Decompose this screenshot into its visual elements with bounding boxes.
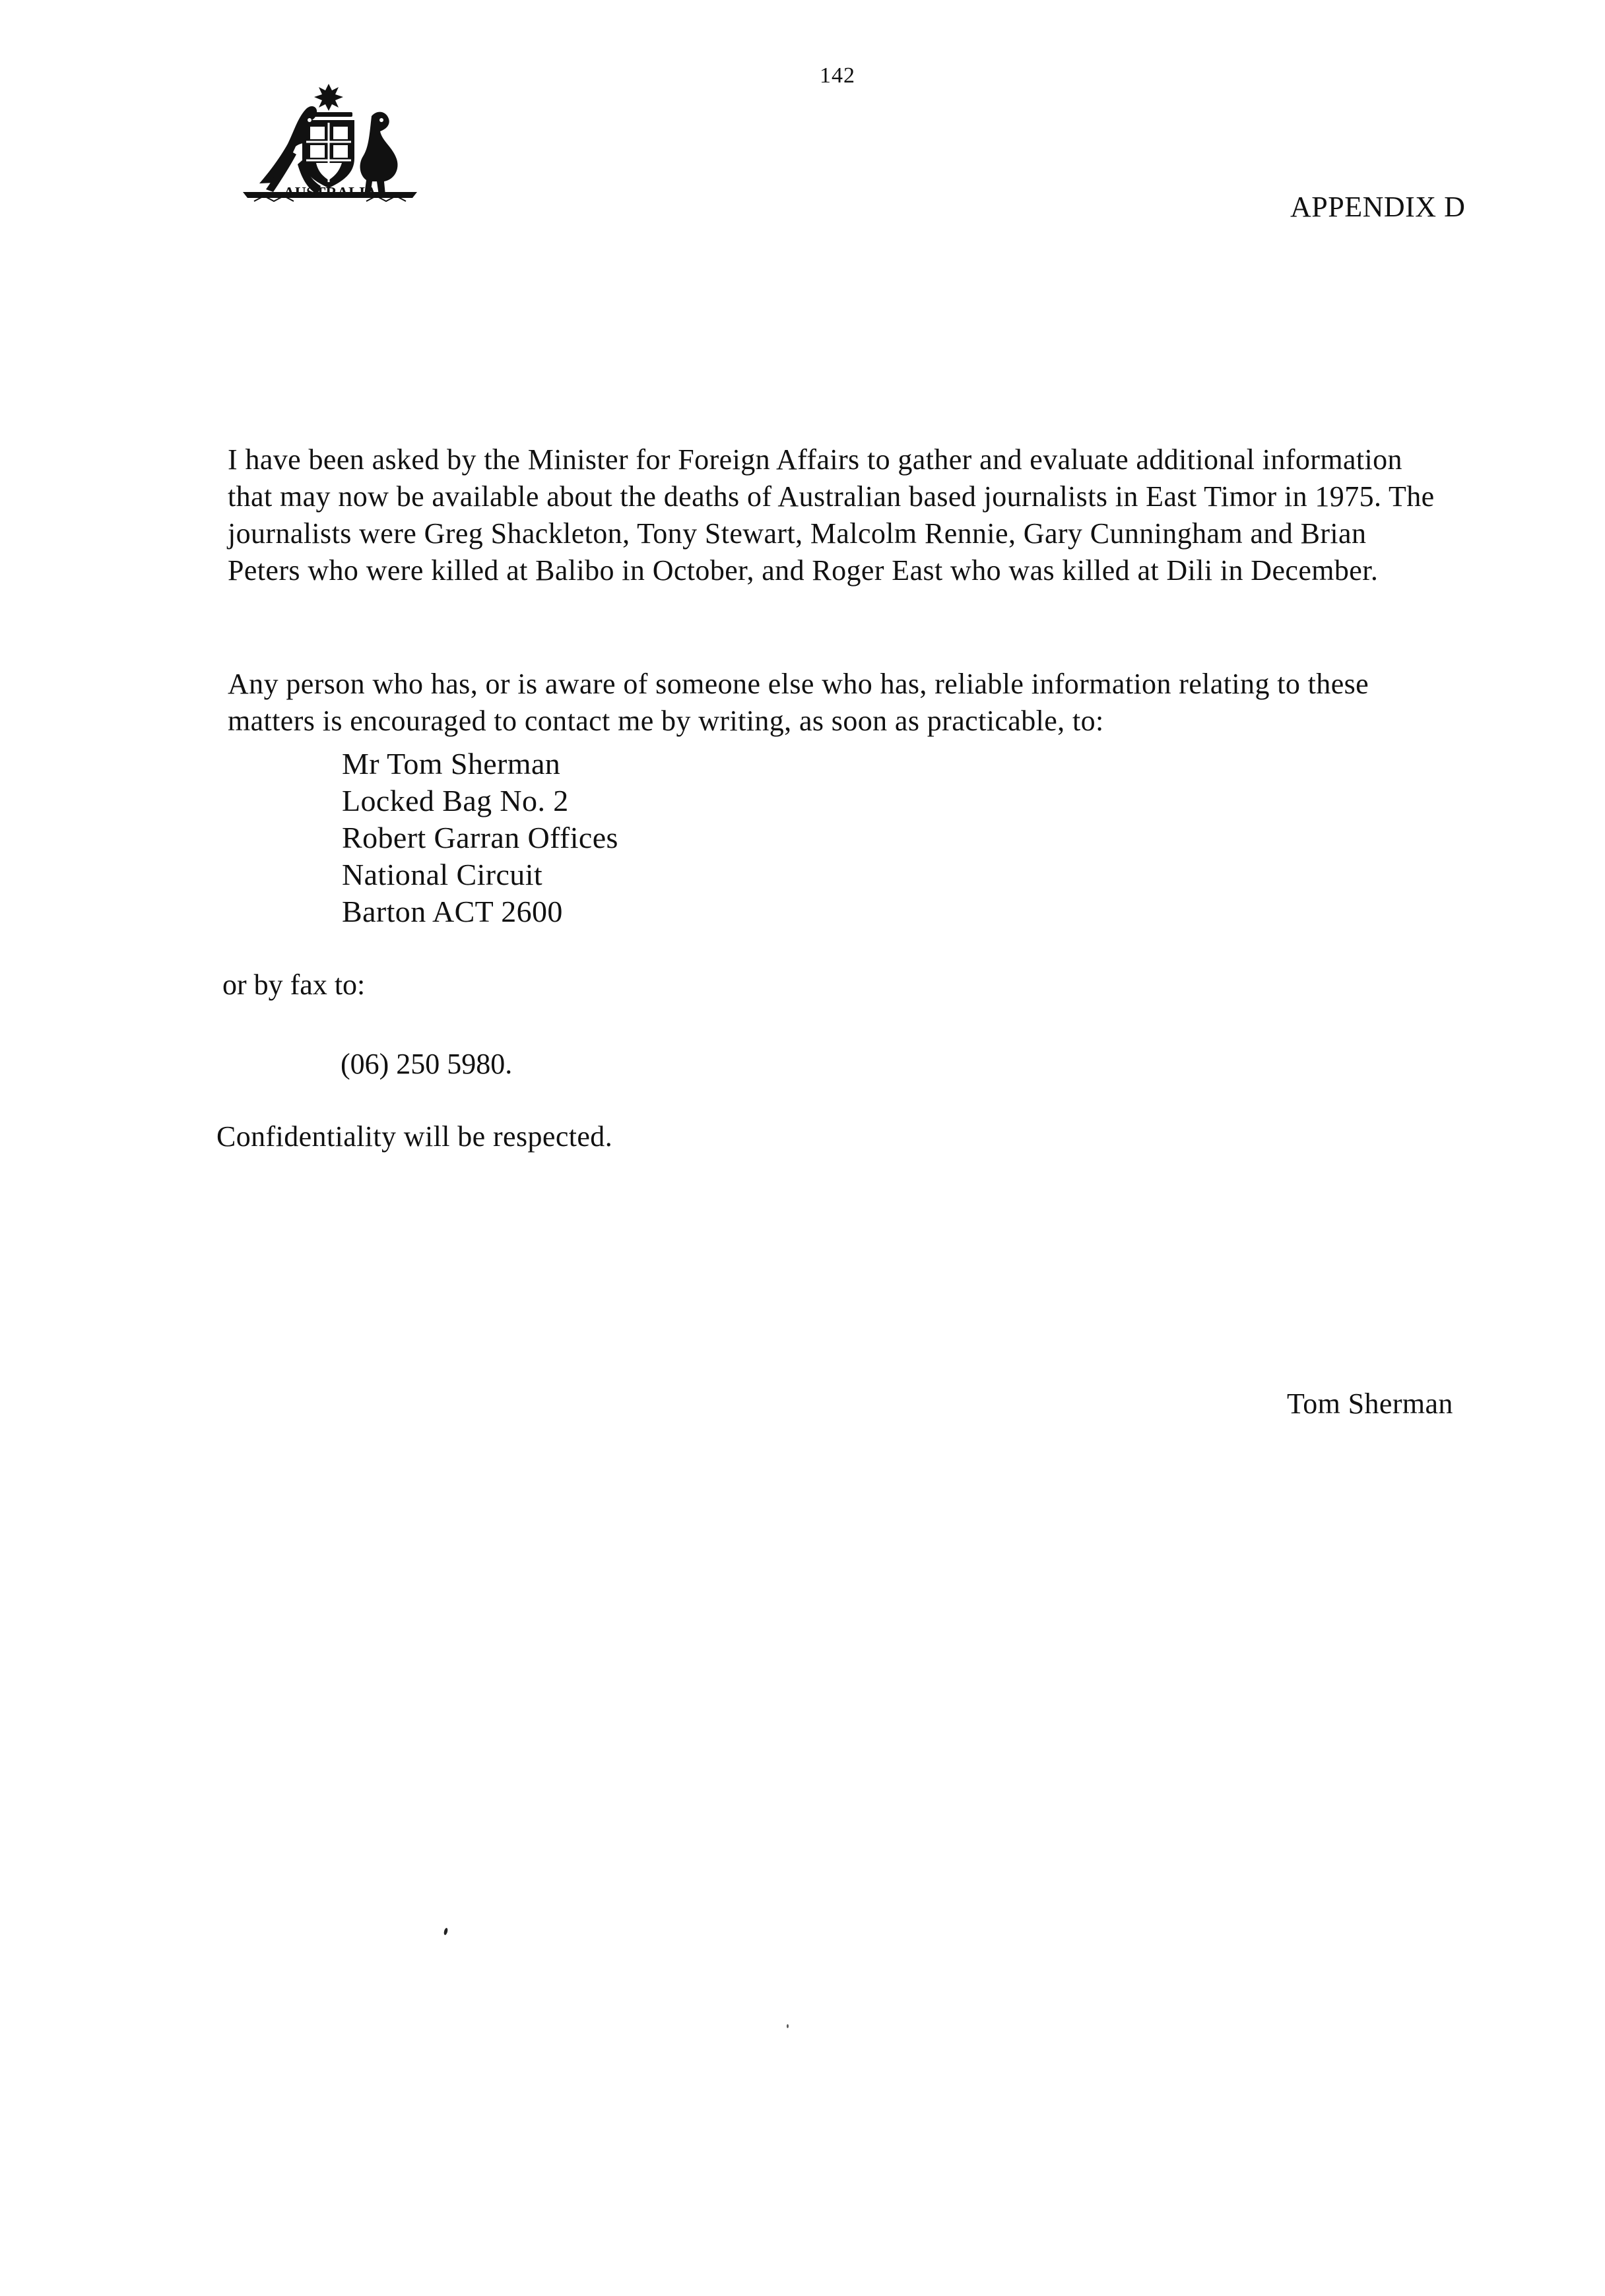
- introduction-paragraph: I have been asked by the Minister for Foreign Affairs to gather and evaluate additional information that may now be available about the deaths of Australian based journalists in East Timor in 1975. The journalists were Greg Shackleton, Tony Stewart, Malcolm Rennie, Gary Cunningham and Brian Peters who were killed at Balibo in October, and Roger East who was killed at Dili in December.: [228, 443, 1435, 587]
- fax-intro: or by fax to:: [222, 969, 366, 1001]
- address-line: Robert Garran Offices: [342, 821, 618, 854]
- address-line: National Circuit: [342, 858, 543, 891]
- scan-mark: [443, 1928, 449, 1936]
- crest-label: AUSTRALIA: [283, 185, 377, 202]
- address-line: Locked Bag No. 2: [342, 784, 569, 817]
- signature-name: Tom Sherman: [1287, 1387, 1453, 1420]
- appendix-label: APPENDIX D: [1290, 191, 1466, 223]
- page-number: 142: [820, 63, 855, 88]
- confidentiality-note: Confidentiality will be respected.: [216, 1120, 613, 1153]
- fax-number: (06) 250 5980.: [341, 1048, 513, 1080]
- address-line: Mr Tom Sherman: [342, 747, 561, 781]
- scan-mark: [787, 2024, 789, 2028]
- mailing-address: [342, 746, 618, 930]
- australian-coat-of-arms-icon: [241, 82, 419, 206]
- address-line: Barton ACT 2600: [342, 895, 563, 928]
- contact-request-paragraph: Any person who has, or is aware of someone else who has, reliable information relating to these matters is encouraged to contact me by writing, as soon as practicable, to:: [228, 668, 1369, 737]
